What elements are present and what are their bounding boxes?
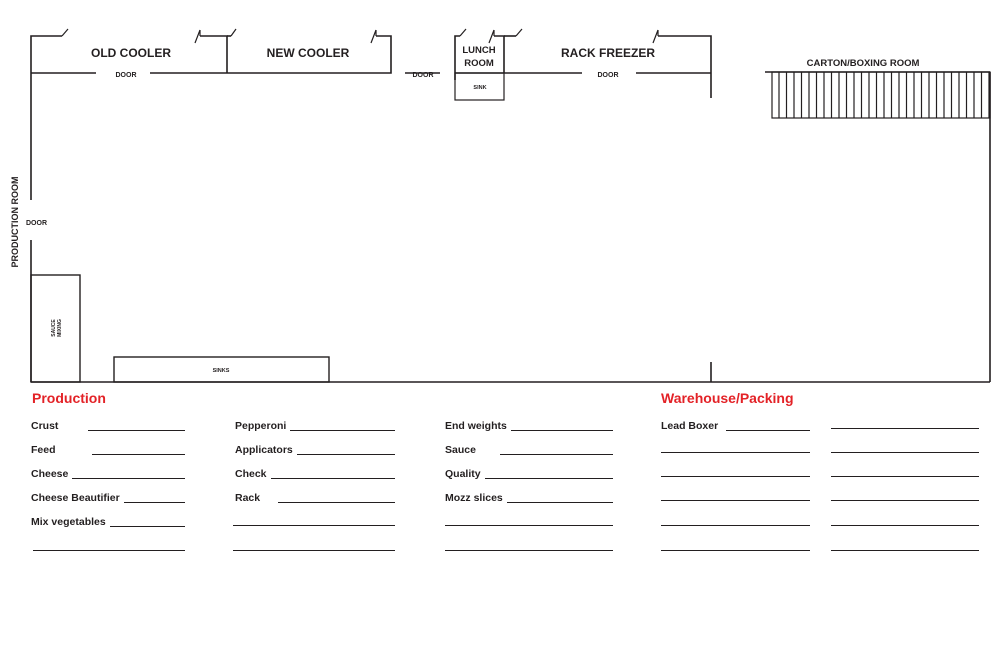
blank-line[interactable]: [661, 525, 810, 526]
blank-line[interactable]: [661, 476, 810, 477]
lunch-door-swing-2: [489, 30, 494, 43]
lunch-room-label-line1: LUNCH: [462, 45, 496, 56]
role-name-blank[interactable]: [88, 430, 185, 431]
old-cooler-new-cooler-wall: [200, 36, 227, 73]
production-room-label: PRODUCTION ROOM: [10, 176, 20, 268]
role-row: [31, 490, 185, 504]
role-row: [445, 490, 613, 504]
role-label: Feed: [31, 444, 56, 456]
blank-line[interactable]: [831, 428, 979, 429]
role-label: Mozz slices: [445, 492, 503, 504]
blank-line[interactable]: [831, 525, 979, 526]
role-label: Cheese Beautifier: [31, 492, 120, 504]
blank-line[interactable]: [831, 452, 979, 453]
role-name-blank[interactable]: [507, 502, 613, 503]
role-name-blank[interactable]: [124, 502, 185, 503]
sinks-label: SINKS: [212, 368, 230, 374]
role-label: Cheese: [31, 468, 69, 480]
blank-line[interactable]: [831, 550, 979, 551]
blank-line[interactable]: [661, 452, 810, 453]
blank-line[interactable]: [661, 500, 810, 501]
role-row: [235, 490, 395, 504]
new-cooler-door-swing: [231, 29, 236, 36]
rack-freezer-door-swing-2: [653, 30, 658, 43]
rack-freezer-door-label: DOOR: [597, 72, 619, 79]
role-label: Lead Boxer: [661, 420, 719, 432]
role-row: [235, 418, 395, 432]
blank-line[interactable]: [33, 550, 185, 551]
role-name-blank[interactable]: [726, 430, 810, 431]
old-cooler-label: OLD COOLER: [91, 46, 171, 60]
warehouse-section-title: Warehouse/Packing: [661, 390, 794, 406]
blank-line[interactable]: [233, 525, 395, 526]
role-label: Sauce: [445, 444, 476, 456]
role-label: Applicators: [235, 444, 293, 456]
new-cooler-door-swing-2: [371, 30, 376, 43]
new-cooler-label: NEW COOLER: [266, 46, 350, 60]
role-label: Crust: [31, 420, 59, 432]
role-name-blank[interactable]: [511, 430, 613, 431]
old-cooler-door-label: DOOR: [115, 72, 137, 79]
role-name-blank[interactable]: [297, 454, 395, 455]
role-label: Quality: [445, 468, 481, 480]
role-label: End weights: [445, 420, 507, 432]
production-section-title: Production: [32, 390, 106, 406]
old-cooler-door-swing-2: [195, 30, 200, 43]
role-name-blank[interactable]: [290, 430, 395, 431]
role-row: [661, 418, 810, 432]
role-name-blank[interactable]: [485, 478, 613, 479]
role-name-blank[interactable]: [72, 478, 185, 479]
role-name-blank[interactable]: [278, 502, 395, 503]
blank-line[interactable]: [831, 476, 979, 477]
rack-freezer-label: RACK FREEZER: [560, 46, 656, 60]
role-row: [31, 442, 185, 456]
blank-line[interactable]: [445, 525, 613, 526]
blank-line[interactable]: [831, 500, 979, 501]
old-cooler-door-swing: [62, 29, 68, 36]
role-row: [445, 466, 613, 480]
role-label: Mix vegetables: [31, 516, 106, 528]
lunch-room-label-line2: ROOM: [464, 58, 494, 69]
role-row: [235, 466, 395, 480]
lunch-door-swing: [460, 29, 466, 36]
role-row: [31, 514, 185, 528]
lunch-sink-label: SINK: [473, 85, 487, 91]
sauce-mixing-label-line2: MIXING: [57, 319, 63, 337]
sauce-mixing-label-line1: SAUCE: [51, 319, 57, 337]
role-row: [31, 418, 185, 432]
production-door-label: DOOR: [26, 220, 47, 227]
role-name-blank[interactable]: [92, 454, 185, 455]
old-cooler-wall: [31, 36, 62, 200]
role-name-blank[interactable]: [110, 526, 185, 527]
role-row: [445, 442, 613, 456]
carton-boxing-room-label: CARTON/BOXING ROOM: [806, 58, 920, 69]
role-label: Rack: [235, 492, 261, 504]
role-name-blank[interactable]: [500, 454, 613, 455]
blank-line[interactable]: [661, 550, 810, 551]
new-cooler-right-wall: [370, 36, 391, 73]
blank-line[interactable]: [233, 550, 395, 551]
rack-freezer-door-swing: [516, 29, 522, 36]
role-row: [235, 442, 395, 456]
role-row: [445, 418, 613, 432]
corridor-door-label: DOOR: [412, 72, 434, 79]
role-label: Check: [235, 468, 267, 480]
carton-shelving: [772, 72, 990, 118]
blank-line[interactable]: [445, 550, 613, 551]
role-label: Pepperoni: [235, 420, 287, 432]
role-row: [31, 466, 185, 480]
role-name-blank[interactable]: [271, 478, 395, 479]
